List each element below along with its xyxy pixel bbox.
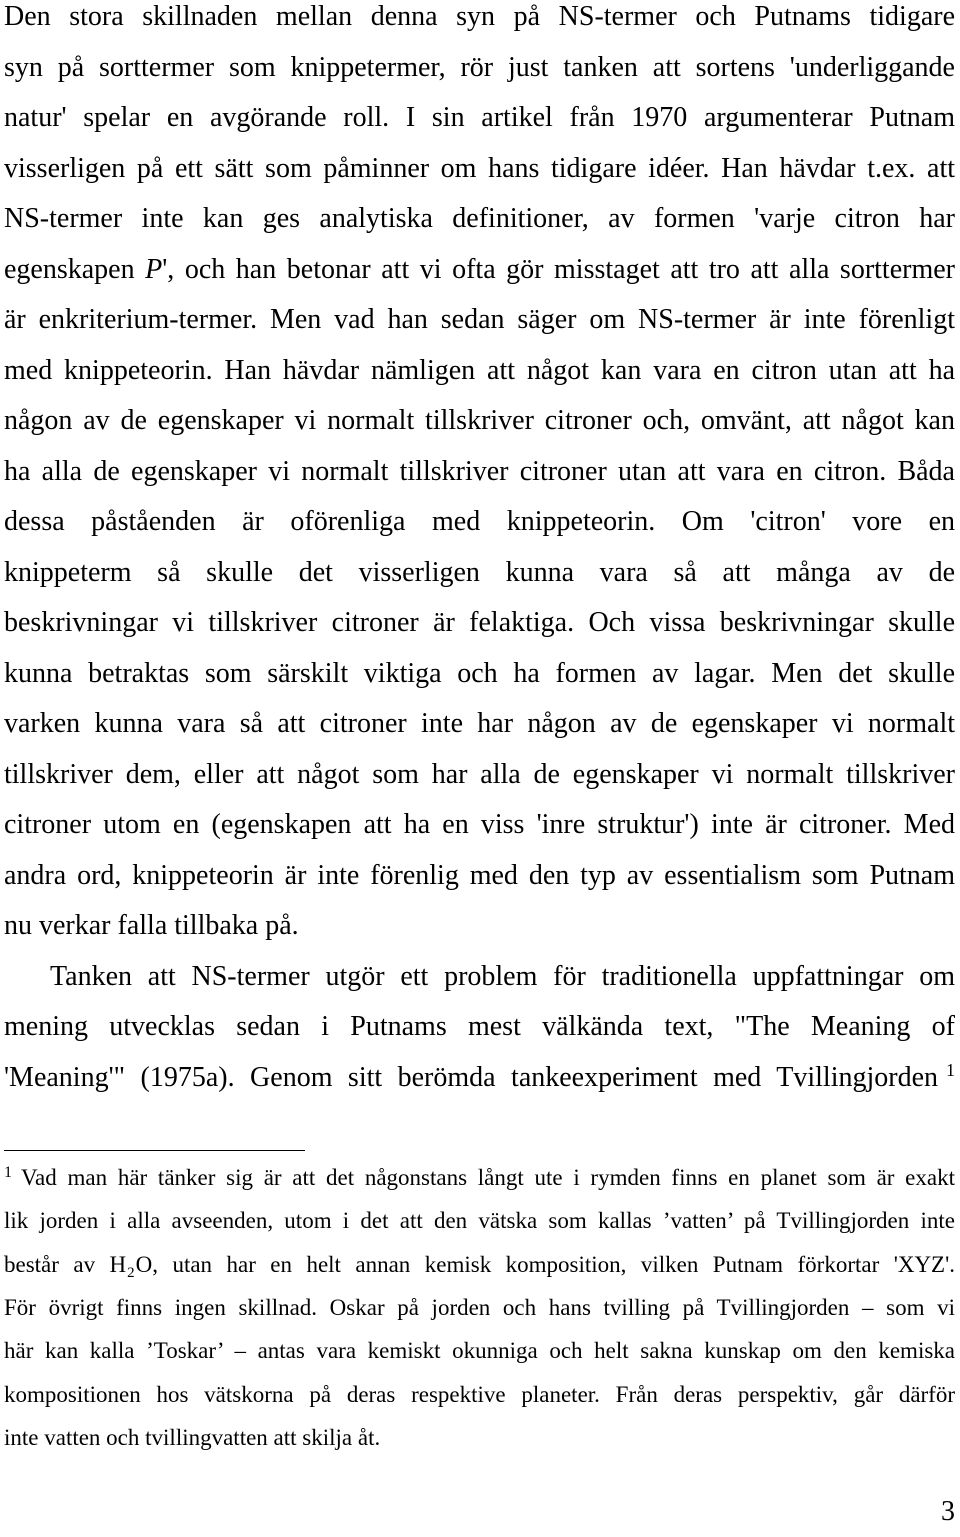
footnote-line [4, 1156, 955, 1199]
body-line: knippeterm så skulle det visserligen kunna vara så att många av de [4, 556, 955, 588]
paragraph-1 [4, 0, 955, 952]
body-line: ha alla de egenskaper vi normalt tillskriver citroner utan att vara en citron. Båda [4, 455, 955, 487]
body-line: beskrivningar vi tillskriver citroner är felaktiga. Och vissa beskrivningar skulle [4, 607, 955, 638]
text-segment: består av H [4, 1251, 127, 1277]
text-segment: O, utan har en helt annan kemisk komposition, vilken Putnam förkortar 'XYZ'. [135, 1251, 955, 1277]
footnote-line [4, 1243, 955, 1286]
body-line: Den stora skillnaden mellan denna syn på NS-termer och Putnams tidigare [4, 1, 955, 32]
footnote-line: För övrigt finns ingen skillnad. Oskar på jorden och hans tvilling på Tvillingjorden – som vi [4, 1294, 955, 1320]
body-line: citroner utom en (egenskapen att ha en viss 'inre struktur') inte är citroner. Med [4, 809, 955, 840]
body-line: mening utvecklas sedan i Putnams mest välkända text, "The Meaning of [4, 1011, 955, 1042]
footnote-line: här kan kalla ’Toskar’ – antas vara kemiskt okunniga och helt sakna kunskap om den kemiska [4, 1338, 955, 1364]
body-line: med knippeteorin. Han hävdar nämligen att något kan vara en citron utan att ha [4, 354, 955, 386]
body-line [4, 1053, 955, 1104]
body-line: tillskriver dem, eller att något som har alla de egenskaper vi normalt tillskriver [4, 758, 955, 790]
body-line: NS-termer inte kan ges analytiska definitioner, av formen 'varje citron har [4, 203, 955, 234]
text-segment: ', och han betonar att vi ofta gör misstaget att tro att alla sorttermer [162, 253, 955, 285]
text-segment: Vad man här tänker sig är att det någonstans långt ute i rymden finns en planet som är exakt [21, 1165, 955, 1190]
body-line: Tanken att NS-termer utgör ett problem för traditionella uppfattningar om [50, 960, 955, 992]
footnote-marker: 1 [4, 1164, 12, 1181]
chemical-subscript: 2 [127, 1264, 135, 1281]
text-segment: 'Meaning'" (1975a). Genom sitt berömda tankeexperiment med Tvillingjorden [4, 1061, 938, 1093]
footnote-line: lik jorden i alla avseenden, utom i det att den vätska som kallas ’vatten’ på Tvillingjorden inte [4, 1208, 955, 1234]
body-line: nu verkar falla tillbaka på. [4, 910, 299, 941]
footnote-line: kompositionen hos vätskorna på deras respektive planeter. Från deras perspektiv, går därför [4, 1381, 955, 1407]
body-line: någon av de egenskaper vi normalt tillskriver citroner och, omvänt, att något kan [4, 405, 955, 436]
footnote-line: inte vatten och tvillingvatten att skilja åt. [4, 1424, 381, 1450]
text-segment: egenskapen [4, 253, 146, 285]
body-line: kunna betraktas som särskilt viktiga och ha formen av lagar. Men det skulle [4, 657, 955, 689]
footnote-reference: 1 [946, 1059, 955, 1080]
italic-term: P [145, 253, 163, 285]
body-line: natur' spelar en avgörande roll. I sin artikel från 1970 argumenterar Putnam [4, 102, 955, 133]
body-line: varken kunna vara så att citroner inte har någon av de egenskaper vi normalt [4, 708, 955, 739]
page-number: 3 [941, 1496, 955, 1527]
body-line: syn på sorttermer som knippetermer, rör just tanken att sortens 'underliggande [4, 51, 955, 83]
body-line [4, 245, 955, 296]
footnote [4, 1156, 955, 1459]
body-text [4, 0, 955, 1103]
paragraph-2 [4, 952, 955, 1104]
body-line: visserligen på ett sätt som påminner om hans tidigare idéer. Han hävdar t.ex. att [4, 152, 955, 184]
body-line: är enkriterium-termer. Men vad han sedan säger om NS-termer är inte förenligt [4, 304, 955, 335]
body-line: dessa påståenden är oförenliga med knippeteorin. Om 'citron' vore en [4, 506, 955, 537]
body-line: andra ord, knippeteorin är inte förenlig med den typ av essentialism som Putnam [4, 859, 955, 891]
footnote-separator [4, 1150, 305, 1151]
